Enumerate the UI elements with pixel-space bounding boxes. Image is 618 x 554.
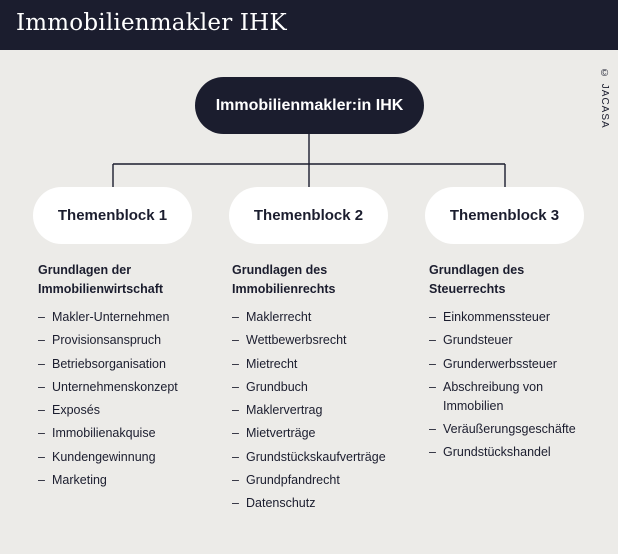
column-3-list [429,308,609,462]
list-item: – Grundbuch [232,378,412,397]
list-item: – Grundstückskaufverträge [232,448,412,467]
column-1-heading: Grundlagen der Immobilienwirtschaft [38,263,164,296]
list-item: – Maklerrecht [232,308,412,327]
list-item: – Mietverträge [232,424,412,443]
list-item: – Unternehmenskonzept [38,378,218,397]
list-item: – Exposés [38,401,218,420]
themenblock-3: Themenblock 3 [425,187,584,244]
list-item: – Wettbewerbsrecht [232,331,412,350]
list-item: – Grundstückshandel [429,443,609,462]
list-item: – Veräußerungsgeschäfte [429,420,609,439]
list-item: – Einkommenssteuer [429,308,609,327]
themenblock-1: Themenblock 1 [33,187,192,244]
list-item: – Provisionsanspruch [38,331,218,350]
list-item: – Kundengewinnung [38,448,218,467]
copyright-notice: © JACASA [599,68,610,129]
column-1 [38,261,218,494]
list-item: – Betriebsorganisation [38,355,218,374]
list-item: – Immobilienakquise [38,424,218,443]
column-1-list [38,308,218,490]
list-item: – Abschreibung von Immobilien [429,378,609,416]
list-item: – Makler-Unternehmen [38,308,218,327]
root-node: Immobilienmakler:in IHK [195,77,424,134]
header-bar [0,0,618,50]
list-item: – Grundsteuer [429,331,609,350]
themenblock-2: Themenblock 2 [229,187,388,244]
column-2-list [232,308,412,513]
list-item: – Grunderwerbssteuer [429,355,609,374]
column-2-heading: Grundlagen des Immobilienrechts [232,263,336,296]
list-item: – Grundpfandrecht [232,471,412,490]
list-item: – Marketing [38,471,218,490]
column-2 [232,261,412,518]
column-3-heading: Grundlagen des Steuerrechts [429,263,525,296]
list-item: – Datenschutz [232,494,412,513]
list-item: – Mietrecht [232,355,412,374]
list-item: – Maklervertrag [232,401,412,420]
column-3 [429,261,609,467]
page-title: Immobilienmakler IHK [16,10,287,36]
